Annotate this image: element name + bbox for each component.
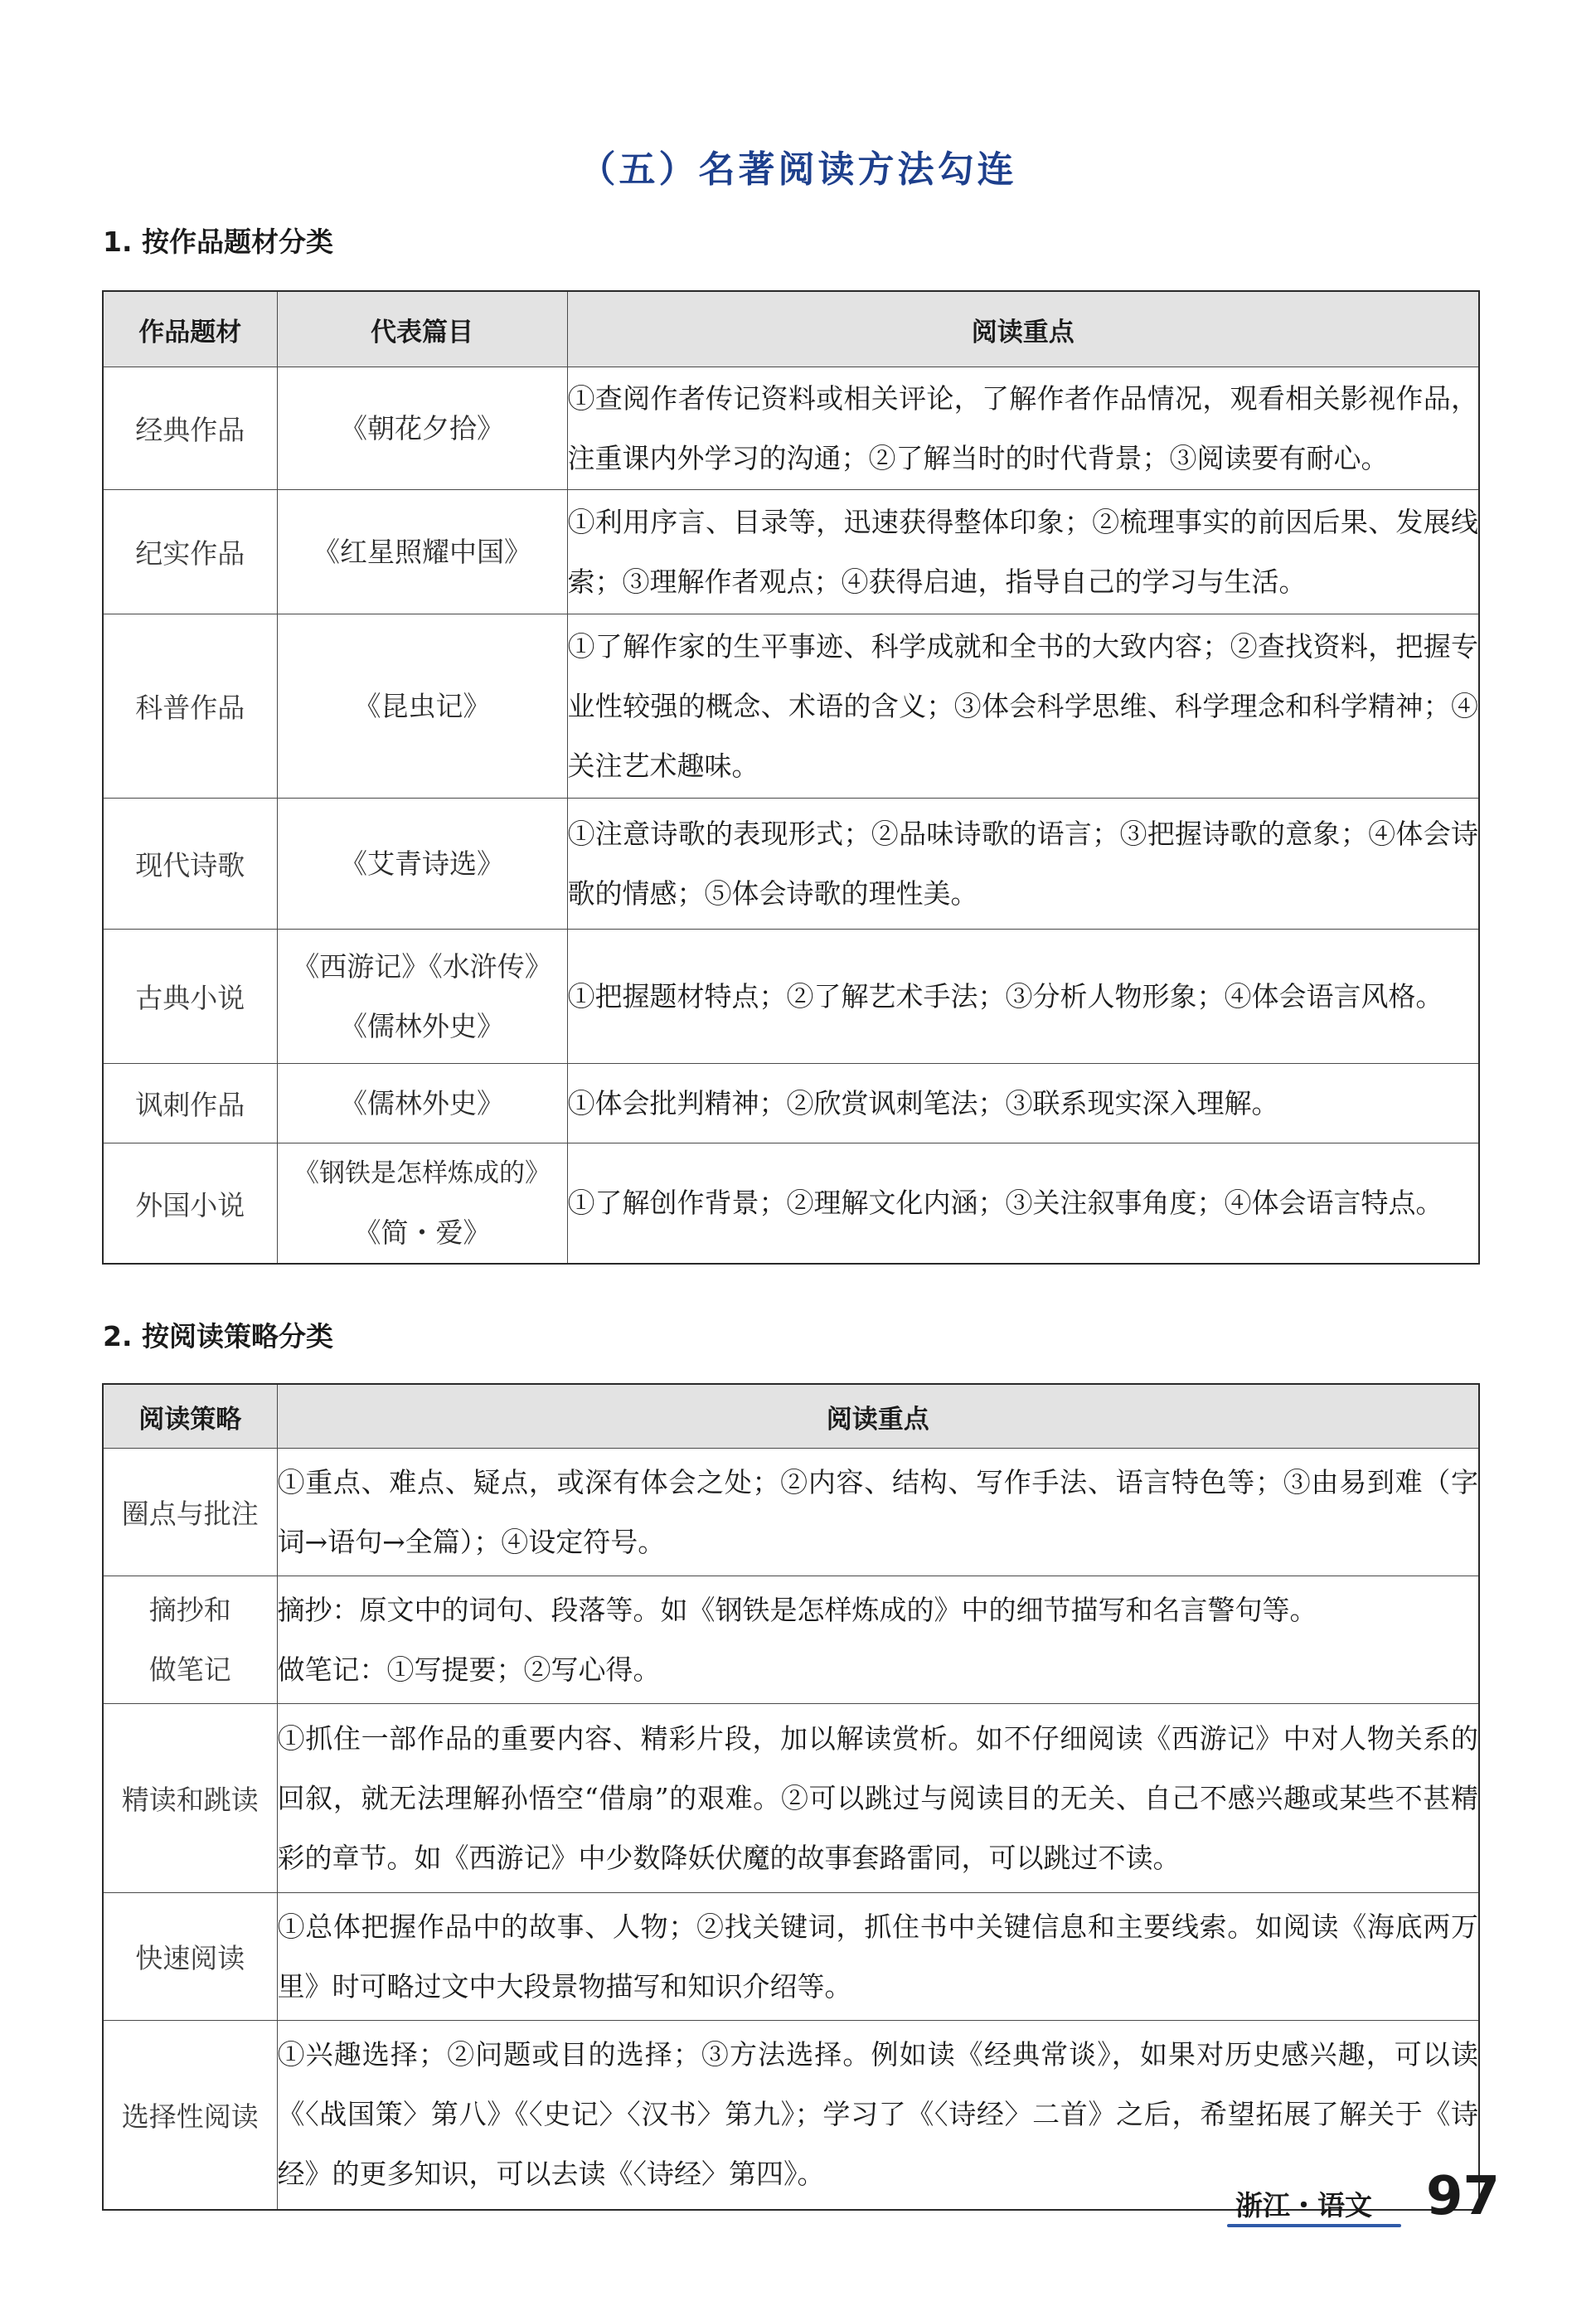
work-title: 《简・爱》 [353, 1216, 491, 1249]
column-header-strategy: 阅读策略 [103, 1384, 277, 1449]
table-header-row [103, 1384, 1479, 1449]
strategy-label: 摘抄和 [148, 1593, 231, 1626]
genre-cell: 纪实作品 [103, 490, 277, 614]
table-header-row [103, 291, 1479, 367]
focus-cell: ①了解创作背景；②理解文化内涵；③关注叙事角度；④体会语言特点。 [567, 1143, 1479, 1265]
genre-cell: 现代诗歌 [103, 799, 277, 930]
works-cell [277, 367, 567, 490]
genre-cell: 外国小说 [103, 1143, 277, 1265]
work-title: 《昆虫记》 [353, 689, 491, 722]
table-row [103, 1704, 1479, 1893]
genre-cell: 科普作品 [103, 614, 277, 799]
focus-text: ①抓住一部作品的重要内容、精彩片段，加以解读赏析。如不仔细阅读《西游记》中对人物关系的回叙，就无法理解孙悟空“借扇”的艰难。②可以跳过与阅读目的无关、自己不感兴趣或某些不甚精彩的章节。如《西游记》中少数降妖伏魔的故事套路雷同，可以跳过不读。 [277, 1721, 1478, 1874]
work-title: 《红星照耀中国》 [313, 535, 531, 568]
work-title: 《朝花夕拾》 [340, 411, 504, 444]
strategy-label: 精读和跳读 [121, 1784, 259, 1816]
table-row [103, 1893, 1479, 2021]
focus-cell [277, 1893, 1479, 2021]
table-row [103, 614, 1479, 799]
work-title: 《艾青诗选》 [340, 847, 504, 880]
work-title: 《钢铁是怎样炼成的》 [293, 1158, 551, 1188]
table-row [103, 2021, 1479, 2210]
table-row [103, 490, 1479, 614]
works-cell [277, 1064, 567, 1143]
genre-cell: 讽刺作品 [103, 1064, 277, 1143]
focus-text: 摘抄：原文中的词句、段落等。如《钢铁是怎样炼成的》中的细节描写和名言警句等。 [277, 1593, 1317, 1626]
strategy-label: 快速阅读 [135, 1942, 245, 1974]
focus-cell [277, 1576, 1479, 1704]
strategy-cell [103, 1704, 277, 1893]
table-row [103, 930, 1479, 1064]
column-header-works: 代表篇目 [277, 291, 567, 367]
genre-table [102, 290, 1480, 1265]
section-heading-by-genre: 1. 按作品题材分类 [103, 226, 333, 258]
table-row [103, 1576, 1479, 1704]
genre-cell: 古典小说 [103, 930, 277, 1064]
works-cell [277, 930, 567, 1064]
focus-cell: ①把握题材特点；②了解艺术手法；③分析人物形象；④体会语言风格。 [567, 930, 1479, 1064]
works-cell [277, 799, 567, 930]
focus-cell: ①利用序言、目录等，迅速获得整体印象；②梳理事实的前因后果、发展线索；③理解作者观点；④获得启迪，指导自己的学习与生活。 [567, 490, 1479, 614]
focus-cell [277, 1449, 1479, 1576]
genre-cell: 经典作品 [103, 367, 277, 490]
page-number: 97 [1426, 2166, 1501, 2227]
strategy-label: 选择性阅读 [121, 2100, 259, 2133]
focus-cell: ①体会批判精神；②欣赏讽刺笔法；③联系现实深入理解。 [567, 1064, 1479, 1143]
focus-text: ①总体把握作品中的故事、人物；②找关键词，抓住书中关键信息和主要线索。如阅读《海底两万里》时可略过文中大段景物描写和知识介绍等。 [277, 1910, 1478, 2003]
strategy-table [102, 1383, 1480, 2211]
strategy-cell [103, 2021, 277, 2210]
strategy-label: 做笔记 [148, 1653, 231, 1686]
page-title: （五）名著阅读方法勾连 [579, 148, 1017, 191]
focus-text: 做笔记：①写提要；②写心得。 [277, 1653, 661, 1686]
strategy-cell [103, 1893, 277, 2021]
table-row [103, 799, 1479, 930]
focus-cell: ①查阅作者传记资料或相关评论，了解作者作品情况，观看相关影视作品，注重课内外学习的沟通；②了解当时的时代背景；③阅读要有耐心。 [567, 367, 1479, 490]
footer-underline [1227, 2224, 1401, 2227]
work-title: 《儒林外史》 [340, 1086, 504, 1119]
focus-text: ①重点、难点、疑点，或深有体会之处；②内容、结构、写作手法、语言特色等；③由易到难（字词→语句→全篇）；④设定符号。 [277, 1465, 1478, 1558]
work-title: 《西游记》《水浒传》 [292, 949, 552, 983]
column-header-focus: 阅读重点 [277, 1384, 1479, 1449]
strategy-cell [103, 1576, 277, 1704]
works-cell [277, 490, 567, 614]
column-header-focus: 阅读重点 [567, 291, 1479, 367]
strategy-label: 圈点与批注 [121, 1498, 259, 1530]
works-cell [277, 1143, 567, 1265]
work-title: 《儒林外史》 [340, 1009, 504, 1042]
focus-cell [277, 2021, 1479, 2210]
column-header-genre: 作品题材 [103, 291, 277, 367]
focus-cell [277, 1704, 1479, 1893]
focus-text: ①兴趣选择；②问题或目的选择；③方法选择。例如读《经典常谈》，如果对历史感兴趣，可以读《〈战国策〉第八》《〈史记〉〈汉书〉第九》；学习了《〈诗经〉二首》之后，希望拓展了解关于《诗经》的更多知识，可以去读《〈诗经〉第四》。 [277, 2038, 1478, 2191]
table-row [103, 1143, 1479, 1265]
table-row [103, 1449, 1479, 1576]
table-row [103, 1064, 1479, 1143]
focus-cell: ①注意诗歌的表现形式；②品味诗歌的语言；③把握诗歌的意象；④体会诗歌的情感；⑤体会诗歌的理性美。 [567, 799, 1479, 930]
table-row [103, 367, 1479, 490]
footer-label: 浙江・语文 [1235, 2189, 1372, 2221]
focus-cell: ①了解作家的生平事迹、科学成就和全书的大致内容；②查找资料，把握专业性较强的概念、术语的含义；③体会科学思维、科学理念和科学精神；④关注艺术趣味。 [567, 614, 1479, 799]
strategy-cell [103, 1449, 277, 1576]
works-cell [277, 614, 567, 799]
section-heading-by-strategy: 2. 按阅读策略分类 [103, 1320, 333, 1352]
